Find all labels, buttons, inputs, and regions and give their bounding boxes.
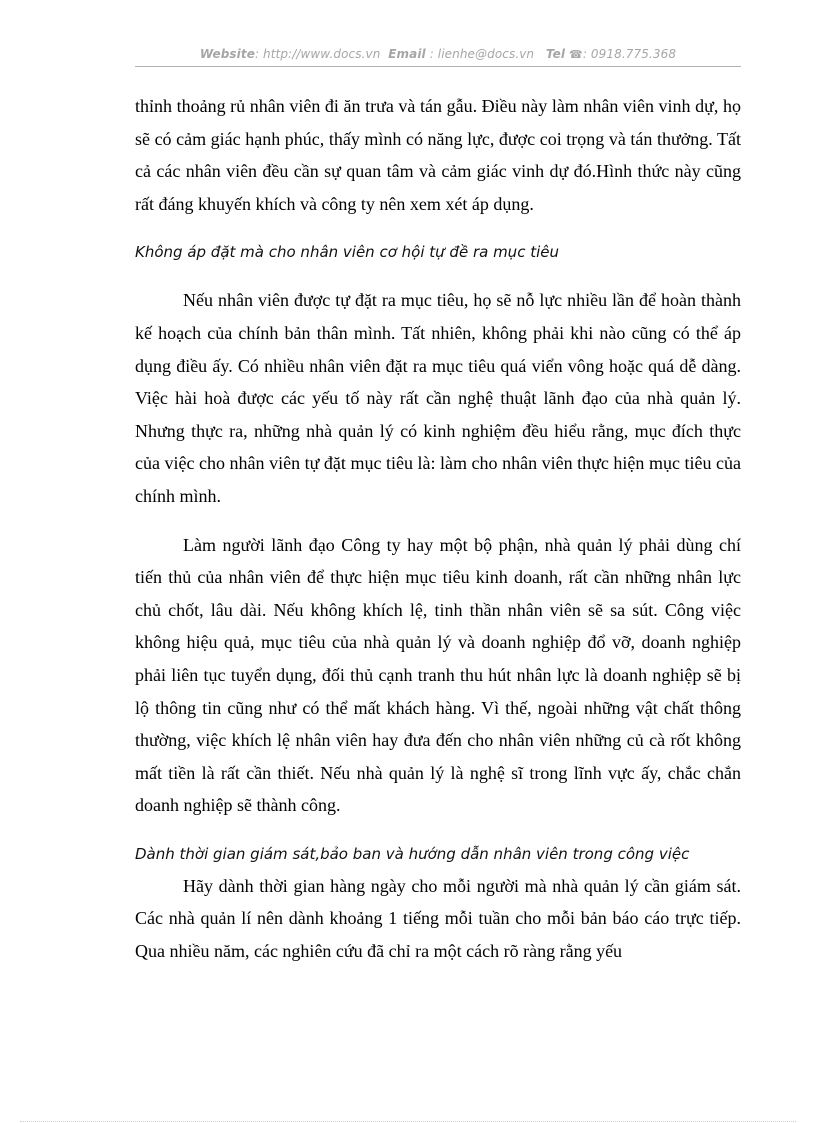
paragraph-gap xyxy=(135,268,741,284)
website-url[interactable]: http://www.docs.vn xyxy=(263,47,381,61)
website-label: Website xyxy=(199,47,255,61)
document-body xyxy=(135,90,741,968)
paragraph-1: thỉnh thoảng rủ nhân viên đi ăn trưa và tán gẫu. Điều này làm nhân viên vinh dự, họ sẽ có cảm giác hạnh phúc, thấy mình có năng lực, được coi trọng và tán thưởng. Tất cả các nhân viên đều cần sự quan tâm và cảm giác vinh dự đó.Hình thức này cũng rất đáng khuyến khích và công ty nên xem xét áp dụng. xyxy=(135,96,741,214)
footer-divider xyxy=(20,1121,796,1122)
paragraph-gap xyxy=(135,513,741,529)
paragraph-2: Nếu nhân viên được tự đặt ra mục tiêu, họ sẽ nỗ lực nhiều lần để hoàn thành kế hoạch của chính bản thân mình. Tất nhiên, không phải khi nào cũng có thể áp dụng điều ấy. Có nhiều nhân viên đặt ra mục tiêu quá viển vông hoặc quá dễ dàng. Việc hài hoà được các yếu tố này rất cần nghệ thuật lãnh đạo của nhà quản lý. Nhưng thực ra, những nhà quản lý có kinh nghiệm đều hiểu rằng, mục đích thực của việc cho nhân viên tự đặt mục tiêu là: làm cho nhân viên thực hiện mục tiêu của chính mình. xyxy=(135,290,741,506)
paragraph-3: Làm người lãnh đạo Công ty hay một bộ phận, nhà quản lý phải dùng chí tiến thủ của nhân viên để thực hiện mục tiêu kinh doanh, rất cần những nhân lực chủ chốt, lâu dài. Nếu không khích lệ, tinh thần nhân viên sẽ sa sút. Công việc không hiệu quả, mục tiêu của nhà quản lý và doanh nghiệp đổ vỡ, doanh nghiệp phải liên tục tuyển dụng, đối thủ cạnh tranh thu hút nhân lực là doanh nghiệp sẽ bị lộ thông tin cũng như có thể mất khách hàng. Vì thế, ngoài những vật chất thông thường, việc khích lệ nhân viên hay đưa đến cho nhân viên những củ cà rốt không mất tiền là rất cần thiết. Nếu nhà quản lý là nghệ sĩ trong lĩnh vực ấy, chắc chắn doanh nghiệp sẽ thành công. xyxy=(135,534,741,816)
tel-number: 0918.775.368 xyxy=(590,47,677,61)
paragraph-gap xyxy=(135,220,741,236)
tel-label: Tel xyxy=(545,47,566,61)
phone-icon: ☎ xyxy=(569,48,583,61)
email-separator: : xyxy=(425,47,438,61)
tel-separator: : xyxy=(582,47,591,61)
email-address[interactable]: lienhe@docs.vn xyxy=(437,47,535,61)
section-heading-1: Không áp đặt mà cho nhân viên cơ hội tự đề ra mục tiêu xyxy=(135,243,559,262)
header-divider xyxy=(135,66,741,67)
section-heading-2: Dành thời gian giám sát,bảo ban và hướng dẫn nhân viên trong công việc xyxy=(135,844,690,863)
page-header xyxy=(135,47,741,61)
email-label: Email xyxy=(388,47,426,61)
paragraph-4: Hãy dành thời gian hàng ngày cho mỗi người mà nhà quản lý cần giám sát. Các nhà quản lí nên dành khoảng 1 tiếng mỗi tuần cho mỗi bản báo cáo trực tiếp. Qua nhiều năm, các nghiên cứu đã chỉ ra một cách rõ ràng rằng yếu xyxy=(135,875,741,962)
website-separator: : xyxy=(254,47,264,61)
paragraph-gap xyxy=(135,822,741,838)
